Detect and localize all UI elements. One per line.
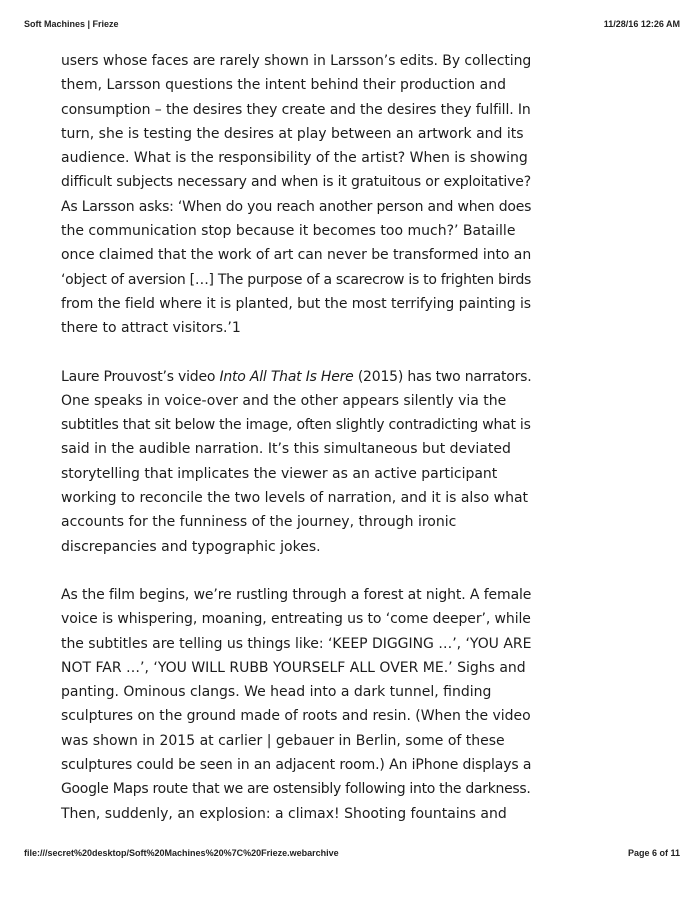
text-line: from the field where it is planted, but the most terrifying painting is bbox=[61, 295, 532, 312]
text-line: users whose faces are rarely shown in Larsson’s edits. By collecting bbox=[61, 53, 532, 69]
paragraph-2 bbox=[61, 365, 531, 559]
text-line: difficult subjects necessary and when is it gratuitous or exploitative? bbox=[61, 174, 531, 191]
text-line: turn, she is testing the desires at play between an artwork and its bbox=[61, 125, 524, 142]
text-line: sculptures on the ground made of roots and resin. (When the video bbox=[61, 708, 531, 725]
print-header-datetime: 11/28/16 12:26 AM bbox=[603, 19, 680, 29]
print-footer-page-indicator: Page 6 of 11 bbox=[627, 848, 680, 858]
text-line: subtitles that sit below the image, often slightly contradicting what is bbox=[61, 417, 531, 434]
text-line: Then, suddenly, an explosion: a climax! Shooting fountains and bbox=[61, 805, 507, 822]
text-run: Laure Prouvost’s video bbox=[61, 368, 220, 385]
text-line: accounts for the funniness of the journey, through ironic bbox=[61, 514, 457, 531]
text-line: ‘object of aversion […] The purpose of a scarecrow is to frighten birds bbox=[61, 271, 532, 288]
print-footer-file-path: file:///secret%20desktop/Soft%20Machines%20%7C%20Frieze.webarchive bbox=[24, 848, 339, 858]
text-line: As the film begins, we’re rustling through a forest at night. A female bbox=[61, 586, 532, 603]
text-line: panting. Ominous clangs. We head into a dark tunnel, finding bbox=[61, 684, 492, 701]
text-line: the communication stop because it becomes too much?’ Bataille bbox=[61, 223, 516, 240]
text-line: storytelling that implicates the viewer as an active participant bbox=[61, 465, 498, 482]
paragraph-3 bbox=[61, 583, 531, 826]
print-footer bbox=[24, 848, 680, 862]
text-line: Google Maps route that we are ostensibly following into the darkness. bbox=[61, 781, 531, 798]
text-line: there to attract visitors.’1 bbox=[61, 320, 241, 337]
text-line: sculptures could be seen in an adjacent room.) An iPhone displays a bbox=[61, 757, 532, 774]
text-line: voice is whispering, moaning, entreating us to ‘come deeper’, while bbox=[61, 611, 531, 628]
text-line: them, Larsson questions the intent behind their production and bbox=[61, 77, 506, 94]
text-run: (2015) has two narrators. bbox=[353, 368, 532, 385]
paragraph-1 bbox=[61, 49, 531, 341]
text-line: audience. What is the responsibility of the artist? When is showing bbox=[61, 150, 528, 167]
text-line: One speaks in voice-over and the other appears silently via the bbox=[61, 392, 507, 409]
print-header-title: Soft Machines | Frieze bbox=[24, 19, 119, 29]
text-line: once claimed that the work of art can never be transformed into an bbox=[61, 247, 532, 264]
text-line: the subtitles are telling us things like: ‘KEEP DIGGING …’, ‘YOU ARE bbox=[61, 635, 532, 652]
text-line bbox=[61, 365, 531, 389]
work-title: Into All That Is Here bbox=[219, 368, 354, 385]
text-line: working to reconcile the two levels of narration, and it is also what bbox=[61, 490, 529, 507]
text-line: As Larsson asks: ‘When do you reach another person and when does bbox=[61, 198, 532, 215]
article-body bbox=[61, 49, 531, 850]
text-line: NOT FAR …’, ‘YOU WILL RUBB YOURSELF ALL OVER ME.’ Sighs and bbox=[61, 659, 526, 676]
text-line: said in the audible narration. It’s this simultaneous but deviated bbox=[61, 441, 511, 458]
text-line: consumption – the desires they create and the desires they fulfill. In bbox=[61, 101, 531, 118]
text-line: was shown in 2015 at carlier | gebauer in Berlin, some of these bbox=[61, 732, 505, 749]
text-line: discrepancies and typographic jokes. bbox=[61, 538, 321, 555]
print-header bbox=[24, 19, 680, 33]
